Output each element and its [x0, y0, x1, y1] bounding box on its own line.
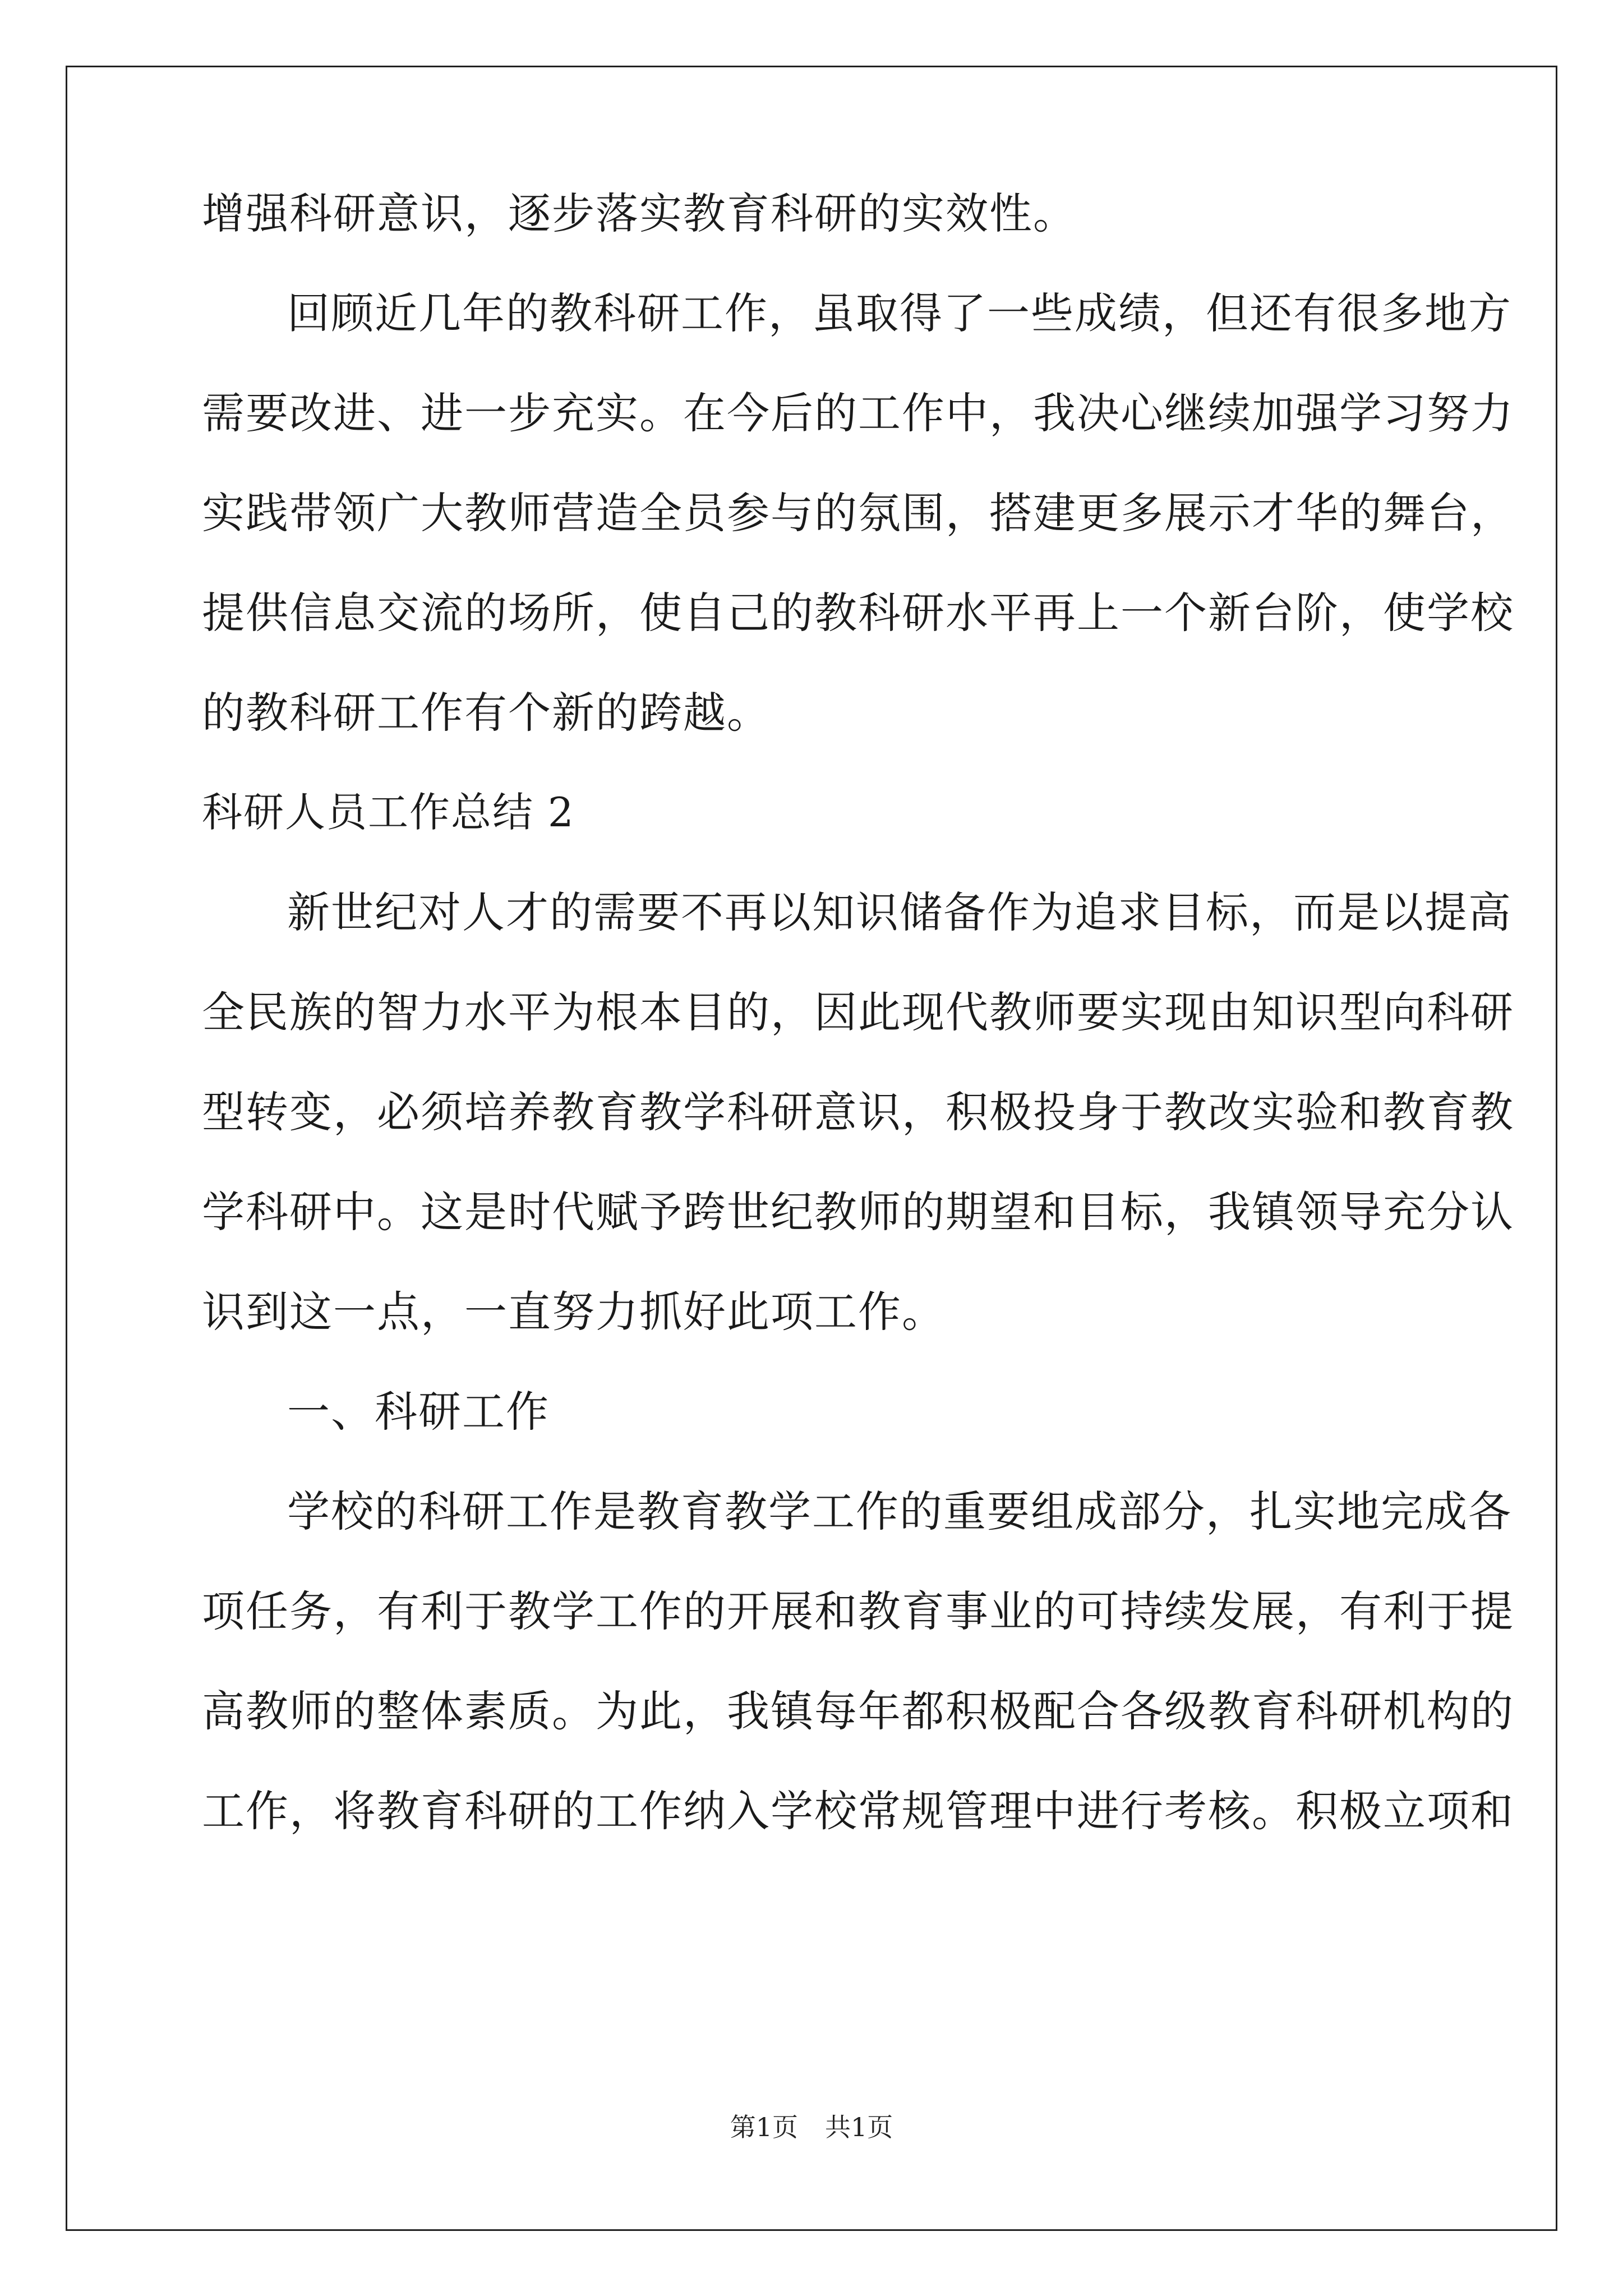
paragraph-line: 学科研中。这是时代赋予跨世纪教师的期望和目标，我镇领导充分认 [202, 1187, 1514, 1237]
page-total: 共1页 [825, 2112, 893, 2142]
paragraph-line: 实践带领广大教师营造全员参与的氛围，搭建更多展示才华的舞台， [202, 488, 1514, 538]
paragraph-line: 学校的科研工作是教育教学工作的重要组成部分，扎实地完成各 [287, 1487, 1512, 1536]
paragraph-line: 的教科研工作有个新的跨越。 [202, 688, 771, 738]
paragraph-line: 高教师的整体素质。为此，我镇每年都积极配合各级教育科研机构的 [202, 1686, 1514, 1736]
document-body [202, 188, 1514, 1885]
paragraph-line: 项任务，有利于教学工作的开展和教育事业的可持续发展，有利于提 [202, 1586, 1514, 1636]
paragraph-line: 识到这一点，一直努力抓好此项工作。 [202, 1287, 946, 1337]
subsection-heading: 一、科研工作 [287, 1387, 550, 1437]
paragraph-line: 型转变，必须培养教育教学科研意识，积极投身于教改实验和教育教 [202, 1087, 1514, 1137]
section-heading: 科研人员工作总结 2 [202, 789, 575, 836]
paragraph-line: 提供信息交流的场所，使自己的教科研水平再上一个新台阶，使学校 [202, 588, 1514, 638]
paragraph-line: 增强科研意识，逐步落实教育科研的实效性。 [202, 188, 1077, 238]
page-number: 第1页 [730, 2112, 798, 2142]
paragraph-line: 新世纪对人才的需要不再以知识储备作为追求目标，而是以提高 [287, 887, 1512, 937]
page-footer [0, 2110, 1623, 2144]
paragraph-line: 工作，将教育科研的工作纳入学校常规管理中进行考核。积极立项和 [202, 1786, 1514, 1836]
paragraph-line: 全民族的智力水平为根本目的，因此现代教师要实现由知识型向科研 [202, 987, 1514, 1037]
paragraph-line: 需要改进、进一步充实。在今后的工作中，我决心继续加强学习努力 [202, 388, 1514, 438]
paragraph-line: 回顾近几年的教科研工作，虽取得了一些成绩，但还有很多地方 [287, 288, 1512, 338]
